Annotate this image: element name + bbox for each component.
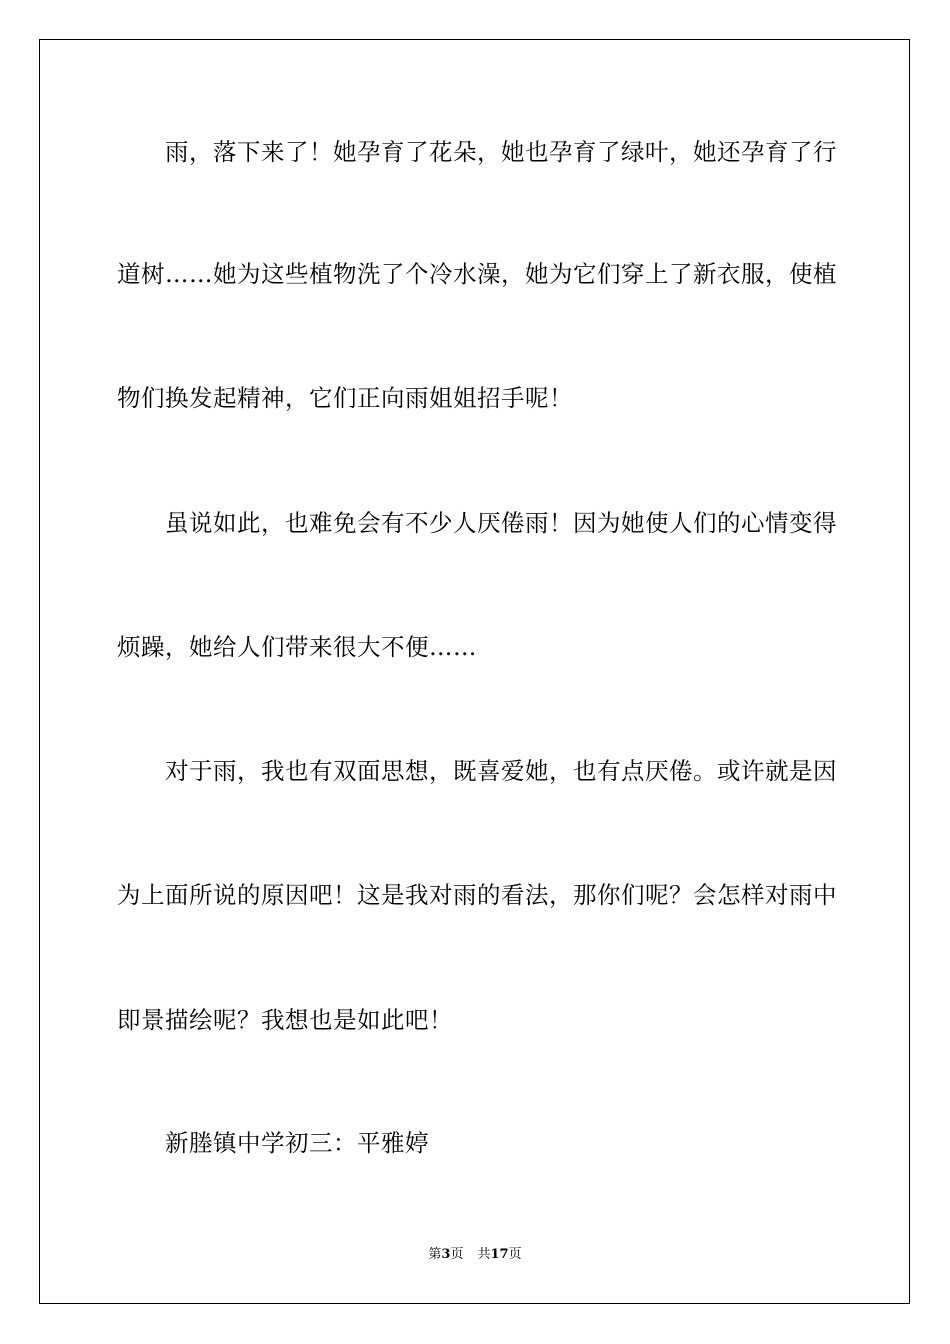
author-line: 新塍镇中学初三：平雅婷 — [165, 1129, 429, 1157]
text-line-7: 为上面所说的原因吧！这是我对雨的看法，那你们呢？会怎样对雨中 — [117, 881, 837, 909]
text-line-5: 烦躁，她给人们带来很大不便…… — [117, 633, 477, 661]
footer-total-prefix: 共 — [477, 1247, 491, 1262]
text-line-2: 道树……她为这些植物洗了个冷水澡，她为它们穿上了新衣服，使植 — [117, 260, 837, 288]
footer-total-suffix: 页 — [508, 1247, 522, 1262]
text-line-1: 雨，落下来了！她孕育了花朵，她也孕育了绿叶，她还孕育了行 — [165, 138, 837, 166]
footer-prefix: 第 — [428, 1247, 442, 1262]
text-line-8: 即景描绘呢？我想也是如此吧！ — [117, 1006, 453, 1034]
total-pages-number: 17 — [490, 1247, 509, 1262]
text-line-3: 物们换发起精神，它们正向雨姐姐招手呢！ — [117, 384, 573, 412]
text-line-6: 对于雨，我也有双面思想，既喜爱她，也有点厌倦。或许就是因 — [165, 757, 837, 785]
text-line-4: 虽说如此，也难免会有不少人厌倦雨！因为她使人们的心情变得 — [165, 509, 837, 537]
page-footer — [0, 1246, 950, 1264]
footer-page-word: 页 — [450, 1247, 464, 1262]
page-frame — [39, 39, 910, 1304]
current-page-number: 3 — [441, 1247, 451, 1262]
